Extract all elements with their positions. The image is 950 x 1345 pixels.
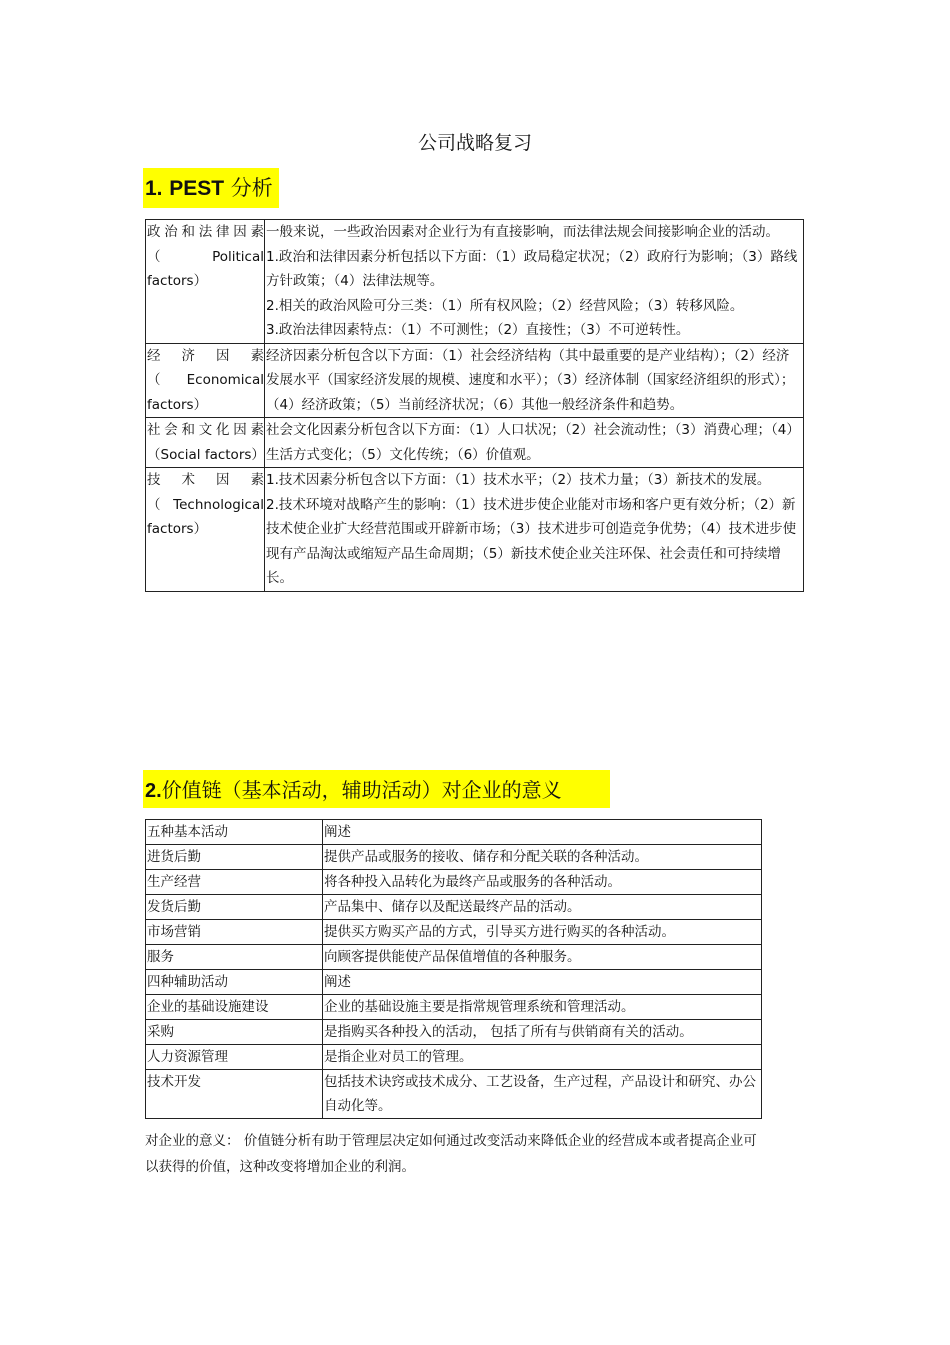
- significance-paragraph: 对企业的意义： 价值链分析有助于管理层决定如何通过改变活动来降低企业的经营成本或者提高企业可以获得的价值，这种改变将增加企业的利润。: [145, 1133, 757, 1175]
- pest-row: [146, 468, 804, 592]
- section-1-number: 1.: [145, 177, 163, 200]
- activity-description-cell: 是指购买各种投入的活动， 包括了所有与供销商有关的活动。: [323, 1020, 762, 1045]
- activity-description-cell: 企业的基础设施主要是指常规管理系统和管理活动。: [323, 995, 762, 1020]
- value-chain-row: [146, 820, 762, 845]
- value-chain-row: [146, 995, 762, 1020]
- pest-factor-cell: [146, 418, 265, 468]
- activity-description-cell: 提供产品或服务的接收、储存和分配关联的各种活动。: [323, 845, 762, 870]
- pest-paragraph: 社会文化因素分析包含以下方面：（1）人口状况；（2）社会流动性；（3）消费心理；（4）生活方式变化；（5）文化传统；（6）价值观。: [266, 422, 800, 463]
- activity-description-cell: 包括技术诀窍或技术成分、工艺设备，生产过程，产品设计和研究、办公自动化等。: [323, 1070, 762, 1119]
- activity-description-cell: 提供买方购买产品的方式，引导买方进行购买的各种活动。: [323, 920, 762, 945]
- pest-factor-line: （ Technological: [147, 496, 264, 513]
- pest-paragraph: 经济因素分析包含以下方面：（1）社会经济结构（其中最重要的是产业结构）；（2）经济发展水平（国家经济发展的规模、速度和水平）；（3）经济体制（国家经济组织的形式）；（4）经济政策；（5）当前经济状况；（6）其他一般经济条件和趋势。: [266, 347, 795, 413]
- pest-table: [145, 219, 804, 592]
- activity-name-cell: 进货后勤: [146, 845, 323, 870]
- pest-factor-line: 技 术 因 素: [147, 472, 264, 488]
- pest-factor-cell: [146, 468, 265, 592]
- activity-name-cell: 技术开发: [146, 1070, 323, 1119]
- pest-description-cell: [265, 468, 804, 592]
- pest-paragraph: 一般来说，一些政治因素对企业行为有直接影响，而法律法规会间接影响企业的活动。: [266, 224, 779, 240]
- value-chain-row: [146, 895, 762, 920]
- value-chain-table: [145, 819, 762, 1119]
- pest-factor-line: 经 济 因 素: [147, 347, 264, 364]
- section-2-number: 2.: [145, 780, 162, 802]
- pest-paragraph: 3.政治法律因素特点：（1）不可测性；（2）直接性；（3）不可逆转性。: [266, 322, 690, 338]
- section-1-title-en: PEST: [169, 177, 225, 200]
- pest-description-cell: [265, 343, 804, 418]
- pest-factor-line: 政治和法律因素: [147, 224, 264, 240]
- pest-factor-line: factors）: [147, 521, 208, 537]
- value-chain-row: [146, 1045, 762, 1070]
- pest-factor-line: （ Economical: [147, 372, 264, 388]
- activity-name-cell: 发货后勤: [146, 895, 323, 920]
- document-title: 公司战略复习: [417, 132, 532, 154]
- pest-paragraph: 2.相关的政治风险可分三类：（1）所有权风险；（2）经营风险；（3）转移风险。: [266, 297, 744, 314]
- pest-description-cell: [265, 418, 804, 468]
- value-chain-row: [146, 970, 762, 995]
- activity-description-cell: 向顾客提供能使产品保值增值的各种服务。: [323, 945, 762, 970]
- activity-description-cell: 是指企业对员工的管理。: [323, 1045, 762, 1070]
- value-chain-row: [146, 845, 762, 870]
- value-chain-row: [146, 945, 762, 970]
- section-2-title: 价值链（基本活动，辅助活动）对企业的意义: [161, 778, 562, 802]
- pest-factor-line: （Social factors）: [147, 446, 265, 463]
- section-2-heading: [143, 770, 610, 808]
- activity-name-cell: 市场营销: [146, 920, 323, 945]
- pest-factor-cell: [146, 220, 265, 344]
- pest-row: [146, 220, 804, 344]
- value-chain-row: [146, 920, 762, 945]
- pest-paragraph: 2.技术环境对战略产生的影响：（1）技术进步使企业能对市场和客户更有效分析；（2）新技术使企业扩大经营范围或开辟新市场；（3）技术进步可创造竞争优势；（4）技术进步使现有产品淘汰或缩短产品生命周期；（5）新技术使企业关注环保、社会责任和可持续增长。: [266, 496, 797, 586]
- pest-factor-line: factors）: [147, 396, 208, 413]
- section-1-heading: [143, 168, 279, 208]
- activity-name-cell: 生产经营: [146, 870, 323, 895]
- activity-description-cell: 阐述: [323, 970, 762, 995]
- value-chain-row: [146, 870, 762, 895]
- pest-row: [146, 418, 804, 468]
- activity-name-cell: 人力资源管理: [146, 1045, 323, 1070]
- value-chain-row: [146, 1020, 762, 1045]
- activity-name-cell: 五种基本活动: [146, 820, 323, 845]
- activity-description-cell: 阐述: [323, 820, 762, 845]
- activity-name-cell: 采购: [146, 1020, 323, 1045]
- pest-factor-line: （ Political: [147, 248, 264, 265]
- pest-paragraph: 1.技术因素分析包含以下方面：（1）技术水平；（2）技术力量；（3）新技术的发展。: [266, 472, 771, 488]
- pest-factor-line: 社会和文化因素: [147, 422, 264, 438]
- activity-description-cell: 将各种投入品转化为最终产品或服务的各种活动。: [323, 870, 762, 895]
- pest-row: [146, 343, 804, 418]
- activity-name-cell: 四种辅助活动: [146, 970, 323, 995]
- value-chain-row: [146, 1070, 762, 1119]
- pest-paragraph: 1.政治和法律因素分析包括以下方面：（1）政局稳定状况；（2）政府行为影响；（3）路线方针政策；（4）法律法规等。: [266, 248, 798, 289]
- pest-factor-cell: [146, 343, 265, 418]
- activity-name-cell: 企业的基础设施建设: [146, 995, 323, 1020]
- pest-description-cell: [265, 220, 804, 344]
- section-1-title-zh: 分析: [230, 176, 273, 200]
- activity-name-cell: 服务: [146, 945, 323, 970]
- activity-description-cell: 产品集中、储存以及配送最终产品的活动。: [323, 895, 762, 920]
- pest-factor-line: factors）: [147, 273, 208, 289]
